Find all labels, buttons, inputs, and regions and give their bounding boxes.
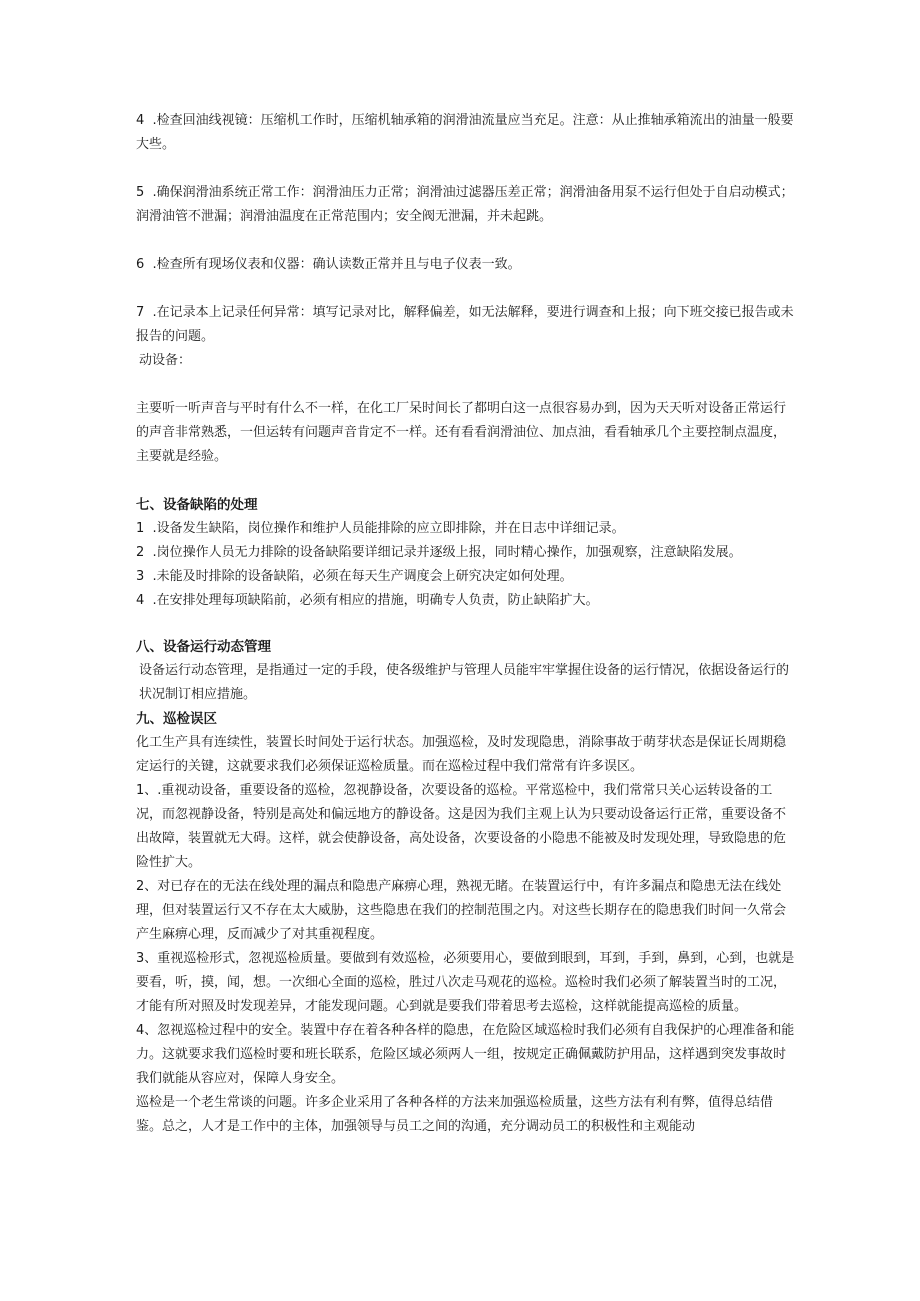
section-9-heading: 九、巡检误区 (136, 711, 217, 727)
document-body (136, 109, 796, 1139)
section-9-item: 3、重视巡检形式，忽视巡检质量。要做到有效巡检，必须要用心，要做到眼到，耳到，手到，鼻到，心到，也就是要看，听，摸，闻，想。一次细心全面的巡检，胜过八次走马观花的巡检。巡检时我们必须了解装置当时的工况，才能有所对照及时发现差异，才能发现问题。心到就是要我们带着思考去巡检，这样就能提高巡检的质量。 (136, 951, 795, 1014)
section-9-intro: 化工生产具有连续性，装置长时间处于运行状态。加强巡检，及时发现隐患，消除事故于萌芽状态是保证长周期稳定运行的关键，这就要求我们必须保证巡检质量。而在巡检过程中我们常常有许多误区。 (136, 735, 787, 774)
section-7-item: 2 .岗位操作人员无力排除的设备缺陷要详细记录并逐级上报，同时精心操作，加强观察，注意缺陷发展。 (136, 545, 742, 560)
section-7-item: 3 .未能及时排除的设备缺陷，必须在每天生产调度会上研究决定如何处理。 (136, 569, 573, 584)
section-7-item: 4 .在安排处理每项缺陷前，必须有相应的措施，明确专人负责，防止缺陷扩大。 (136, 593, 599, 608)
section-9-item: 2、对已存在的无法在线处理的漏点和隐患产麻痹心理，熟视无睹。在装置运行中，有许多漏点和隐患无法在线处理，但对装置运行又不存在太大威胁，这些隐患在我们的控制范围之内。对这些长期存在的隐患我们时间一久常会产生麻痹心理，反而减少了对其重视程度。 (136, 879, 787, 942)
paragraph-item-7: 7 .在记录本上记录任何异常：填写记录对比，解释偏差，如无法解释，要进行调查和上报；向下班交接已报告或未报告的问题。 (136, 305, 794, 344)
section-9-item: 4、忽视巡检过程中的安全。装置中存在着各种各样的隐患，在危险区域巡检时我们必须有自我保护的心理准备和能力。这就要求我们巡检时要和班长联系，危险区域必须两人一组，按规定正确佩戴防护用品，这样遇到突发事故时我们就能从容应对，保障人身安全。 (136, 1023, 795, 1086)
section-8-heading: 八、设备运行动态管理 (136, 639, 271, 655)
dynamic-equipment-label: 动设备： (139, 353, 192, 368)
section-7-item: 1 .设备发生缺陷，岗位操作和维护人员能排除的应立即排除，并在日志中详细记录。 (136, 521, 625, 536)
paragraph-item-4: 4 .检查回油线视镜：压缩机工作时，压缩机轴承箱的润滑油流量应当充足。注意：从止推轴承箱流出的油量一般要大些。 (136, 113, 794, 152)
paragraph-item-6: 6 .检查所有现场仪表和仪器：确认读数正常并且与电子仪表一致。 (136, 257, 521, 272)
section-8-text: 设备运行动态管理，是指通过一定的手段，使各级维护与管理人员能牢牢掌握住设备的运行情况，依据设备运行的状况制订相应措施。 (139, 663, 790, 702)
dynamic-equipment-text: 主要听一听声音与平时有什么不一样，在化工厂呆时间长了都明白这一点很容易办到，因为天天听对设备正常运行的声音非常熟悉，一但运转有问题声音肯定不一样。还有看看润滑油位、加点油，看看轴承几个主要控制点温度，主要就是经验。 (136, 401, 787, 464)
section-9-item: 1、.重视动设备，重要设备的巡检，忽视静设备，次要设备的巡检。平常巡检中，我们常常只关心运转设备的工况，而忽视静设备，特别是高处和偏远地方的静设备。这是因为我们主观上认为只要动设备运行正常，重要设备不出故障，装置就无大碍。这样，就会使静设备，高处设备，次要设备的小隐患不能被及时发现处理，导致隐患的危险性扩大。 (136, 783, 787, 870)
paragraph-item-5: 5 .确保润滑油系统正常工作：润滑油压力正常；润滑油过滤器压差正常；润滑油备用泵不运行但处于自启动模式；润滑油管不泄漏；润滑油温度在正常范围内；安全阀无泄漏，并未起跳。 (136, 185, 794, 224)
section-7-heading: 七、设备缺陷的处理 (136, 497, 258, 513)
section-9-outro: 巡检是一个老生常谈的问题。许多企业采用了各种各样的方法来加强巡检质量，这些方法有利有弊，值得总结借鉴。总之，人才是工作中的主体，加强领导与员工之间的沟通，充分调动员工的积极性和主观能动 (136, 1095, 774, 1134)
